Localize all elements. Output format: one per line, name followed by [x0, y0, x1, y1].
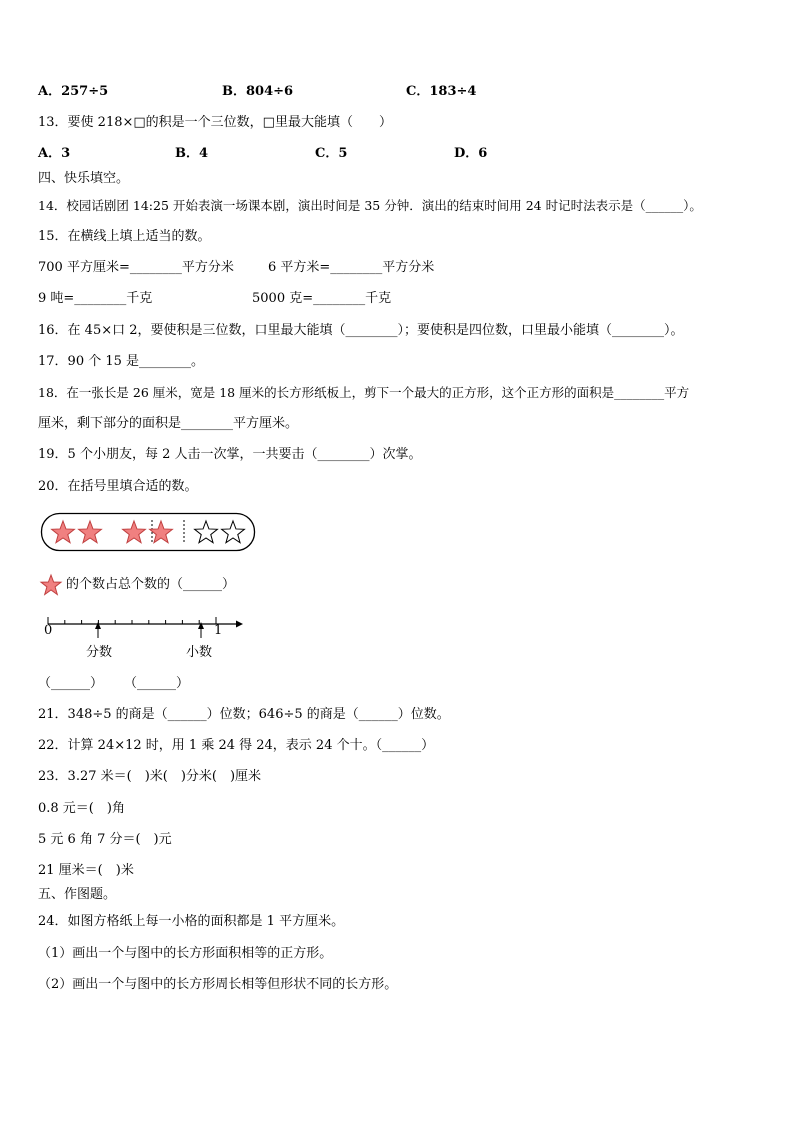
q24-part-2: （2）画出一个与图中的长方形周长相等但形状不同的长方形。: [38, 977, 398, 992]
q18-question-line-2: 厘米，剩下部分的面积是________平方厘米。: [38, 416, 299, 431]
q18-question-line-1: 18．在一张长是 26 厘米，宽是 18 厘米的长方形纸板上，剪下一个最大的正方形，这个正方形的面积是________平方: [38, 385, 690, 400]
label-fraction: 分数: [86, 645, 113, 660]
q12-option-b: B．804÷6: [222, 84, 294, 99]
q23-line-3: 5 元 6 角 7 分＝( )元: [38, 832, 172, 847]
q13-question: 13．要使 218×□的积是一个三位数，□里最大能填（ ）: [38, 115, 392, 130]
q15-question: 15．在横线上填上适当的数。: [38, 229, 211, 244]
q23-line-2: 0.8 元＝( )角: [38, 801, 125, 816]
q19-question: 19．5 个小朋友，每 2 人击一次掌，一共要击（________）次掌。: [38, 447, 422, 462]
q21-question: 21．348÷5 的商是（______）位数；646÷5 的商是（______）位数。: [38, 707, 450, 722]
tick-label-0: 0: [44, 623, 53, 638]
star-empty: [195, 521, 218, 543]
section-4-heading: 四、快乐填空。: [38, 171, 130, 186]
q22-question: 22．计算 24×12 时，用 1 乘 24 得 24，表示 24 个十。（______）: [38, 738, 435, 753]
q15-item-4: 5000 克=________千克: [252, 291, 392, 306]
q15-item-2: 6 平方米=________平方分米: [268, 260, 435, 275]
star-empty: [222, 521, 245, 543]
label-decimal: 小数: [186, 645, 213, 660]
q14-question: 14．校园话剧团 14:25 开始表演一场课本剧，演出时间是 35 分钟．演出的结束时间用 24 时记时法表示是（______）。: [38, 198, 702, 213]
star-filled: [150, 521, 173, 543]
q16-question: 16．在 45×口 2，要使积是三位数，口里最大能填（________）；要使积是四位数，口里最小能填（________）。: [38, 323, 684, 338]
star-icon: [40, 574, 62, 596]
q23-line-1: 23．3.27 米＝( )米( )分米( )厘米: [38, 769, 262, 784]
q15-item-3: 9 吨=________千克: [38, 291, 153, 306]
q17-question: 17．90 个 15 是________。: [38, 354, 205, 369]
q12-option-c: C．183÷4: [406, 84, 477, 99]
q20-star-question: 的个数占总个数的（______）: [66, 577, 236, 592]
star-panel: [40, 512, 256, 552]
section-5-heading: 五、作图题。: [38, 887, 117, 902]
q24-question: 24．如图方格纸上每一小格的面积都是 1 平方厘米。: [38, 914, 345, 929]
q24-part-1: （1）画出一个与图中的长方形面积相等的正方形。: [38, 946, 333, 961]
blank-fraction: （______）: [38, 676, 104, 691]
star-filled: [52, 521, 75, 543]
q13-option-d: D．6: [454, 146, 488, 161]
q23-line-4: 21 厘米＝( )米: [38, 863, 134, 878]
q13-option-b: B．4: [175, 146, 209, 161]
star-filled: [79, 521, 102, 543]
q20-question: 20．在括号里填合适的数。: [38, 479, 198, 494]
q13-option-a: A．3: [38, 146, 71, 161]
q15-item-1: 700 平方厘米=________平方分米: [38, 260, 234, 275]
blank-decimal: （______）: [124, 676, 190, 691]
tick-label-1: 1: [214, 623, 223, 638]
q13-option-c: C．5: [315, 146, 348, 161]
star-filled: [123, 521, 146, 543]
q12-option-a: A．257÷5: [38, 84, 109, 99]
